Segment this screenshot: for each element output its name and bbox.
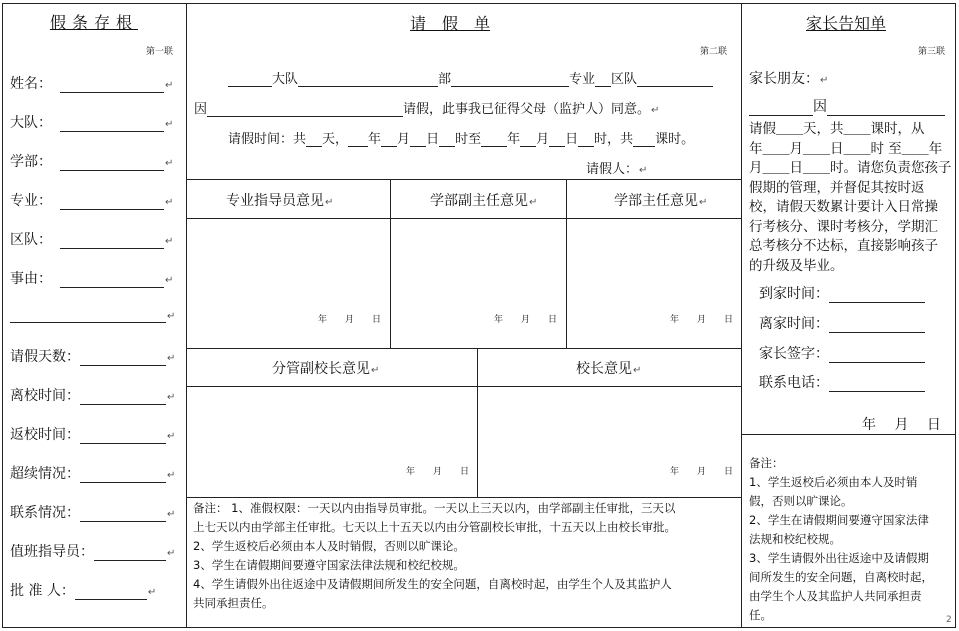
parent-field-blank[interactable] (829, 290, 925, 303)
leave-form-note-line: 4、学生请假外出往返途中及请假期间所发生的安全问题，自离校时起，由学生个人及其监护人 (193, 577, 672, 591)
stub-field-2: 学部： ↵ (10, 151, 173, 171)
parent-notes (749, 454, 954, 625)
stub-field-label: 区队： (10, 232, 52, 248)
parent-field-label: 家长签字： (759, 346, 829, 362)
parent-note-line: 法规和校纪校规。 (749, 532, 841, 546)
parent-note-line: 任。 (749, 608, 772, 622)
stub-field-10: 超续情况： ↵ (10, 463, 175, 483)
reason-suffix: 请假，此事我已征得父母（监护人）同意。 (403, 102, 651, 117)
stub-field-label: 姓名： (10, 76, 52, 92)
unit-line (228, 68, 713, 87)
stub-field-5: 事由： ↵ (10, 268, 173, 288)
stub-field-blank[interactable] (80, 353, 166, 366)
stub-field-blank[interactable] (60, 236, 164, 249)
stub-field-0: 姓名： ↵ (10, 73, 173, 93)
date-stamp-vice-principal: 年 月 日 (406, 467, 470, 477)
parent-because-line: 因 (749, 96, 945, 116)
stub-field-blank[interactable] (60, 80, 164, 93)
stub-field-1: 大队： ↵ (10, 112, 173, 132)
divider-stub (186, 3, 187, 628)
unit-major-label: 专业 (569, 72, 596, 87)
unit-brigade-label: 大队 (272, 72, 299, 87)
parent-body-line: 的升级及毕业。 (749, 257, 844, 274)
stub-field-blank[interactable] (60, 275, 164, 288)
stub-field-label: 批 准 人： (10, 583, 75, 599)
date-stamp-counselor: 年 月 日 (318, 315, 382, 325)
parent-body-line: 总考核分不达标，直接影响孩子 (749, 238, 938, 254)
leave-form-notes (193, 499, 738, 613)
unit-dept-label: 部 (438, 72, 452, 87)
grid-line-row2-header (186, 386, 741, 387)
grid-line-parent-notes (741, 434, 956, 435)
stub-field-3: 专业： ↵ (10, 190, 173, 210)
reason-blank (207, 104, 403, 117)
opinion-vice-dean-label: 学部副主任意见↵ (430, 193, 538, 209)
parent-body-line: 月＿＿日＿＿时。请您负责您孩子 (749, 160, 952, 176)
stub-field-label: 值班指导员： (10, 544, 94, 560)
stub-field-13: 批 准 人： ↵ (10, 580, 156, 600)
stub-field-blank[interactable] (60, 158, 164, 171)
date-stamp-dean: 年 月 日 (670, 315, 734, 325)
leave-form-title: 请 假 单 (410, 14, 491, 33)
stub-field-12: 值班指导员： ↵ (10, 541, 175, 561)
grid-line-col1 (390, 179, 391, 348)
leave-form-copy-label: 第二联 (700, 47, 728, 57)
parent-field-blank[interactable] (829, 350, 925, 363)
opinion-principal-label: 校长意见↵ (576, 361, 642, 377)
stub-field-8: 离校时间： ↵ (10, 385, 175, 405)
reason-line: 因 请假，此事我已征得父母（监护人）同意。↵ (194, 102, 660, 117)
stub-field-blank[interactable] (80, 509, 166, 522)
grid-line-opinions-top (186, 179, 741, 180)
parent-notice-title: 家长告知单 (806, 14, 887, 33)
stub-field-4: 区队： ↵ (10, 229, 173, 249)
parent-field-0 (759, 283, 925, 303)
applicant-label: 请假人：↵ (586, 162, 648, 177)
parent-note-line: 3、学生请假外出往返途中及请假期 (749, 551, 929, 565)
parent-date-line: 年 月 日 (862, 417, 941, 433)
divider-parent (741, 3, 742, 628)
stub-field-label: 大队： (10, 115, 52, 131)
parent-notice-body (749, 120, 954, 276)
parent-note-line: 间所发生的安全问题，自离校时起， (749, 570, 933, 584)
stub-field-blank[interactable] (80, 470, 166, 483)
stub-field-blank[interactable] (75, 587, 147, 600)
stub-field-label: 联系情况： (10, 505, 80, 521)
stub-field-9: 返校时间： ↵ (10, 424, 175, 444)
date-stamp-principal: 年 月 日 (670, 467, 734, 477)
parent-body-line: 假期的管理，并督促其按时返 (749, 179, 925, 196)
grid-line-col2 (566, 179, 567, 348)
leave-form-note-line: 3、学生在请假期间要遵守国家法律法规和校纪校规。 (193, 558, 465, 572)
stub-field-label: 请假天数： (10, 349, 80, 365)
stub-field-label: 离校时间： (10, 388, 80, 404)
grid-line-notes-top (186, 497, 741, 498)
opinion-dean-label: 学部主任意见↵ (614, 193, 708, 209)
parent-note-line: 由学生个人及其监护人共同承担责 (749, 589, 922, 603)
stub-field-label: 专业： (10, 193, 52, 209)
stub-field-label: 超续情况： (10, 466, 80, 482)
parent-field-label: 到家时间： (759, 286, 829, 302)
parent-field-2 (759, 343, 925, 363)
parent-note-line: 2、学生在请假期间要遵守国家法律 (749, 513, 929, 527)
parent-note-line: 备注： (749, 456, 784, 470)
stub-field-blank[interactable] (60, 119, 164, 132)
stub-field-label: 学部： (10, 154, 52, 170)
parent-body-line: 校，请假天数累计要计入日常操 (749, 199, 938, 215)
parent-body-line: 年＿＿月＿＿日＿＿时 至＿＿年 (749, 140, 943, 157)
leave-form-note-line: 共同承担责任。 (193, 596, 274, 610)
stub-field-blank[interactable] (10, 310, 166, 323)
opinion-vice-principal-label: 分管副校长意见↵ (272, 361, 380, 377)
unit-team-label: 区队 (611, 72, 638, 87)
parent-field-blank[interactable] (829, 379, 925, 392)
reason-prefix: 因 (194, 102, 208, 117)
leave-form-note-line: 2、学生返校后必须由本人及时销假，否则以旷课论。 (193, 539, 465, 553)
parent-note-line: 1、学生返校后必须由本人及时销 (749, 475, 918, 489)
stub-field-blank[interactable] (80, 431, 166, 444)
stub-field-blank[interactable] (94, 548, 166, 561)
leave-time-line: 请假时间：共 天， 年 月 日 时至 年 月 日 时，共 课时。 (228, 132, 695, 147)
stub-field-blank[interactable] (80, 392, 166, 405)
parent-body-line: 行考核分、课时考核分，学期汇 (749, 218, 938, 235)
parent-note-line: 假，否则以旷课论。 (749, 494, 853, 508)
grid-line-opinions-header (186, 218, 741, 219)
stub-field-label: 事由： (10, 271, 52, 287)
stub-field-label: 返校时间： (10, 427, 80, 443)
date-stamp-vice-dean: 年 月 日 (494, 315, 558, 325)
parent-field-label: 离家时间： (759, 316, 829, 332)
stub-field-6: ↵ (10, 307, 175, 323)
parent-field-1 (759, 313, 925, 333)
stub-copy-label: 第一联 (146, 47, 174, 57)
parent-notice-copy-label: 第三联 (918, 47, 946, 57)
stub-field-11: 联系情况： ↵ (10, 502, 175, 522)
stub-title: 假条存根 (50, 13, 139, 32)
parent-field-label: 联系电话： (759, 375, 829, 391)
parent-body-line: 请假＿＿天，共＿＿课时，从 (749, 121, 925, 137)
grid-line-row2-top (186, 348, 741, 349)
parent-field-3 (759, 372, 925, 392)
parent-greeting: 家长朋友：↵ (749, 71, 829, 87)
stub-field-blank[interactable] (60, 197, 164, 210)
parent-field-blank[interactable] (829, 320, 925, 333)
grid-line-col3 (477, 348, 478, 497)
stub-field-7: 请假天数： ↵ (10, 346, 175, 366)
leave-form-note-line: 备注： 1、准假权限：一天以内由指导员审批。一天以上三天以内，由学部副主任审批，三天以 (193, 501, 676, 515)
leave-form-note-line: 上七天以内由学部主任审批。七天以上十五天以内由分管副校长审批，十五天以上由校长审批。 (193, 520, 676, 534)
opinion-counselor-label: 专业指导员意见↵ (226, 193, 334, 209)
page-number: 2 (946, 615, 952, 625)
